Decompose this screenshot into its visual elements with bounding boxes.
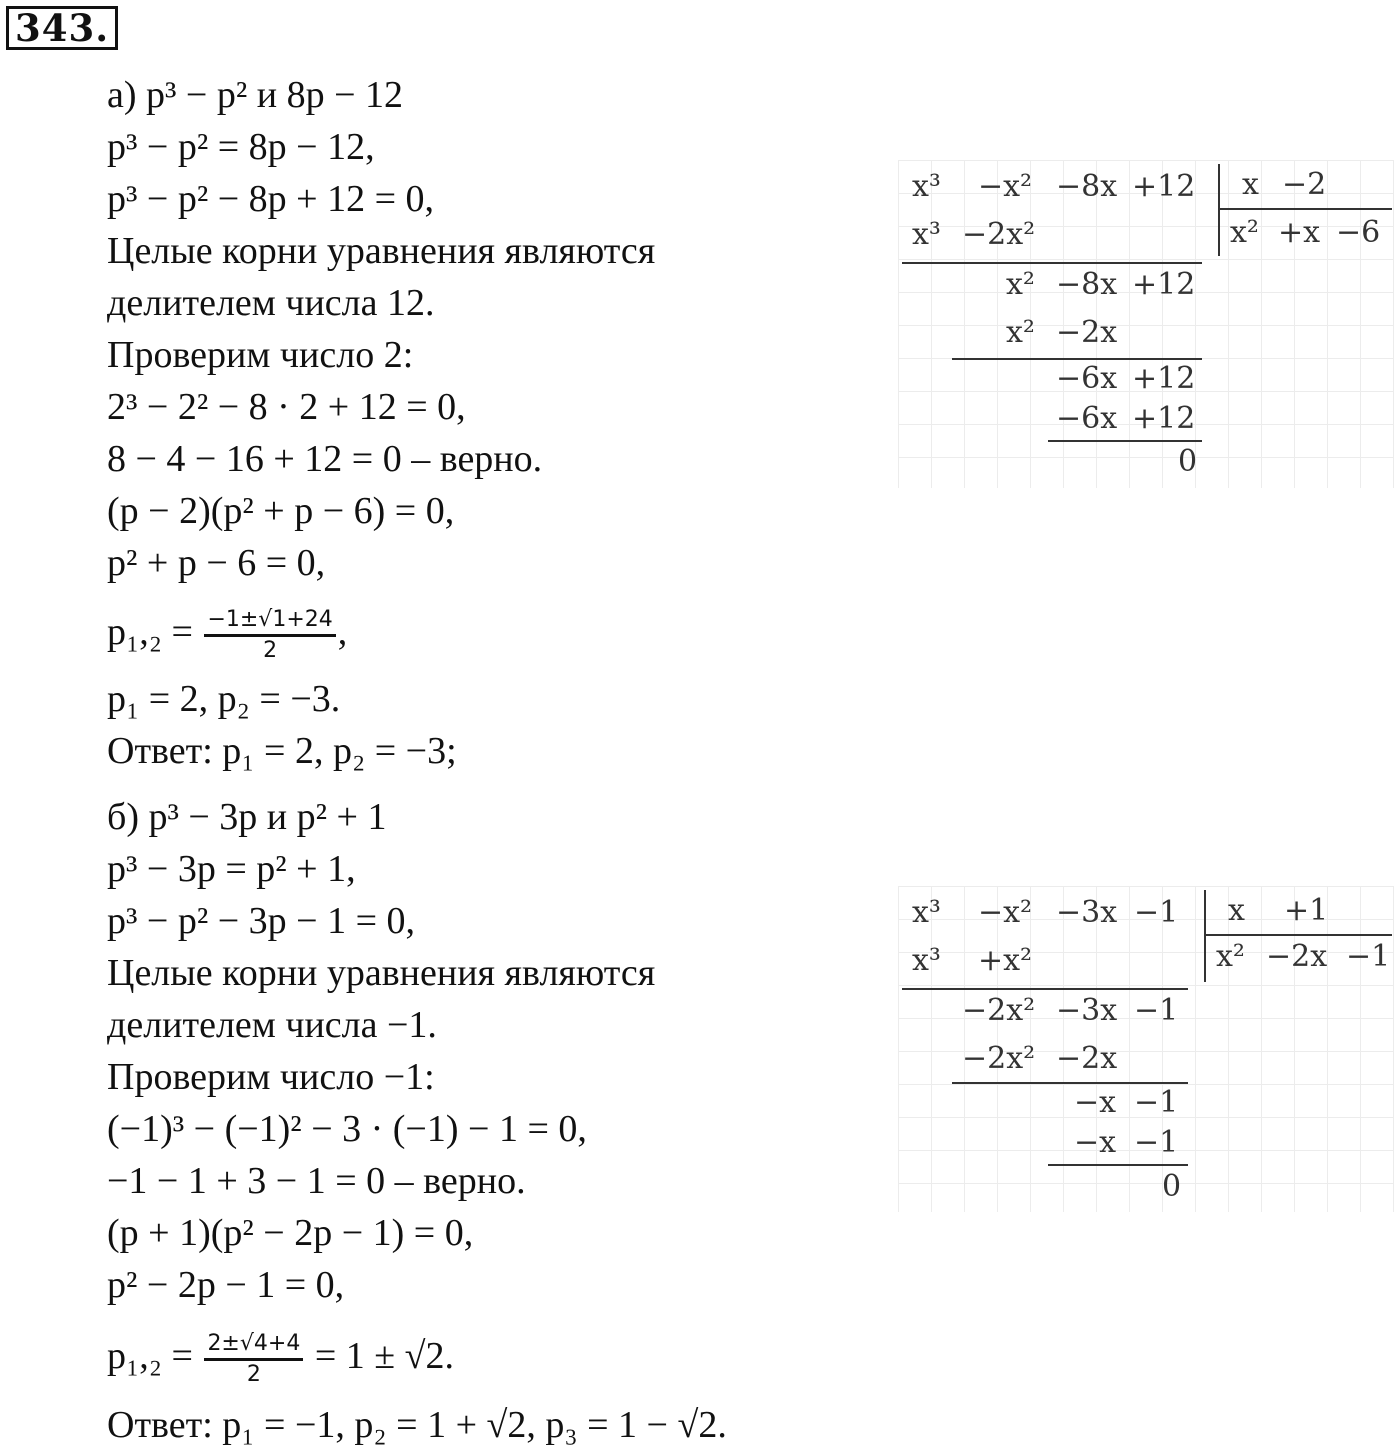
term: x² (1216, 939, 1245, 974)
term: −6x (1056, 401, 1118, 436)
divider-line (1204, 890, 1206, 982)
remainder: 0 (1162, 1169, 1182, 1204)
fraction-numerator: 2±√4+4 (204, 1330, 303, 1361)
solution-line: Целые корни уравнения являются (107, 952, 656, 994)
fraction-denominator: 2 (246, 1362, 261, 1387)
answer-line: Ответ: p₁ = 2, p₂ = −3; (107, 730, 457, 772)
solution-line: p³ − p² − 8p + 12 = 0, (107, 178, 435, 220)
problem-number: 343. (6, 6, 118, 50)
term: −1 (1134, 895, 1179, 930)
term: −6 (1336, 215, 1381, 250)
term: x³ (912, 169, 941, 204)
long-division-a (898, 160, 1394, 488)
term: −x² (978, 895, 1033, 930)
term: +1 (1284, 893, 1329, 928)
term: +12 (1132, 401, 1196, 436)
term: +12 (1132, 169, 1196, 204)
term: −1 (1134, 1085, 1179, 1120)
term: −2x² (962, 217, 1036, 252)
subtraction-line (952, 358, 1202, 360)
solution-line: p³ − 3p = p² + 1, (107, 848, 356, 890)
term: x³ (912, 217, 941, 252)
term: −1 (1134, 1125, 1179, 1160)
term: −3x (1056, 993, 1118, 1028)
solution-line: Проверим число −1: (107, 1056, 435, 1098)
term: −2 (1282, 167, 1327, 202)
term: −x (1074, 1125, 1117, 1160)
solution-line: делителем числа −1. (107, 1004, 437, 1046)
solution-line: (p + 1)(p² − 2p − 1) = 0, (107, 1212, 474, 1254)
term: −1 (1346, 939, 1391, 974)
fraction-denominator: 2 (263, 638, 278, 663)
roots-formula (107, 606, 347, 665)
answer-line: Ответ: p₁ = −1, p₂ = 1 + √2, p₃ = 1 − √2. (107, 1404, 727, 1446)
roots-fraction (204, 606, 335, 665)
term: x² (1006, 267, 1035, 302)
subtraction-line (1048, 440, 1202, 442)
solution-line: 2³ − 2² − 8 · 2 + 12 = 0, (107, 386, 466, 428)
solution-line: делителем числа 12. (107, 282, 435, 324)
term: −8x (1056, 169, 1118, 204)
solution-line: 8 − 4 − 16 + 12 = 0 – верно. (107, 438, 543, 480)
solution-line: p³ − p² − 3p − 1 = 0, (107, 900, 416, 942)
solution-line: Проверим число 2: (107, 334, 414, 376)
term: −6x (1056, 361, 1118, 396)
term: −x² (978, 169, 1033, 204)
solution-line: p² − 2p − 1 = 0, (107, 1264, 345, 1306)
remainder: 0 (1178, 444, 1198, 479)
term: x³ (912, 895, 941, 930)
term: −x (1074, 1085, 1117, 1120)
roots-suffix: = 1 ± √2. (314, 1335, 454, 1378)
term: −1 (1134, 993, 1179, 1028)
subtraction-line (902, 262, 1202, 264)
solution-line: p³ − p² = 8p − 12, (107, 126, 375, 168)
solution-line: −1 − 1 + 3 − 1 = 0 – верно. (107, 1160, 526, 1202)
solution-line: (p − 2)(p² + p − 6) = 0, (107, 490, 455, 532)
solution-line: p² + p − 6 = 0, (107, 542, 326, 584)
quotient-line (1206, 934, 1392, 936)
term: +x² (978, 943, 1033, 978)
term: x² (1230, 215, 1259, 250)
subtraction-line (902, 988, 1188, 990)
term: −2x² (962, 1041, 1036, 1076)
term: −3x (1056, 895, 1118, 930)
subtraction-line (1048, 1164, 1188, 1166)
term: −8x (1056, 267, 1118, 302)
roots-fraction (204, 1330, 303, 1389)
term: +12 (1132, 361, 1196, 396)
long-division-b (898, 886, 1394, 1212)
term: −2x (1056, 315, 1118, 350)
term: x³ (912, 943, 941, 978)
divider-line (1218, 164, 1220, 256)
solution-line: p₁ = 2, p₂ = −3. (107, 678, 341, 720)
term: −2x (1266, 939, 1328, 974)
solution-line: а) p³ − p² и 8p − 12 (107, 74, 404, 116)
term: x² (1006, 315, 1035, 350)
roots-suffix: , (337, 611, 348, 654)
term: x (1242, 167, 1259, 202)
term: +12 (1132, 267, 1196, 302)
solution-line: б) p³ − 3p и p² + 1 (107, 796, 387, 838)
term: +x (1278, 215, 1321, 250)
roots-prefix: p₁,₂ = (107, 611, 193, 654)
subtraction-line (952, 1082, 1188, 1084)
term: −2x² (962, 993, 1036, 1028)
fraction-numerator: −1±√1+24 (204, 606, 335, 637)
roots-prefix: p₁,₂ = (107, 1335, 193, 1378)
term: x (1228, 893, 1245, 928)
solution-line: Целые корни уравнения являются (107, 230, 656, 272)
solution-line: (−1)³ − (−1)² − 3 · (−1) − 1 = 0, (107, 1108, 587, 1150)
roots-formula (107, 1330, 454, 1389)
quotient-line (1220, 208, 1392, 210)
term: −2x (1056, 1041, 1118, 1076)
